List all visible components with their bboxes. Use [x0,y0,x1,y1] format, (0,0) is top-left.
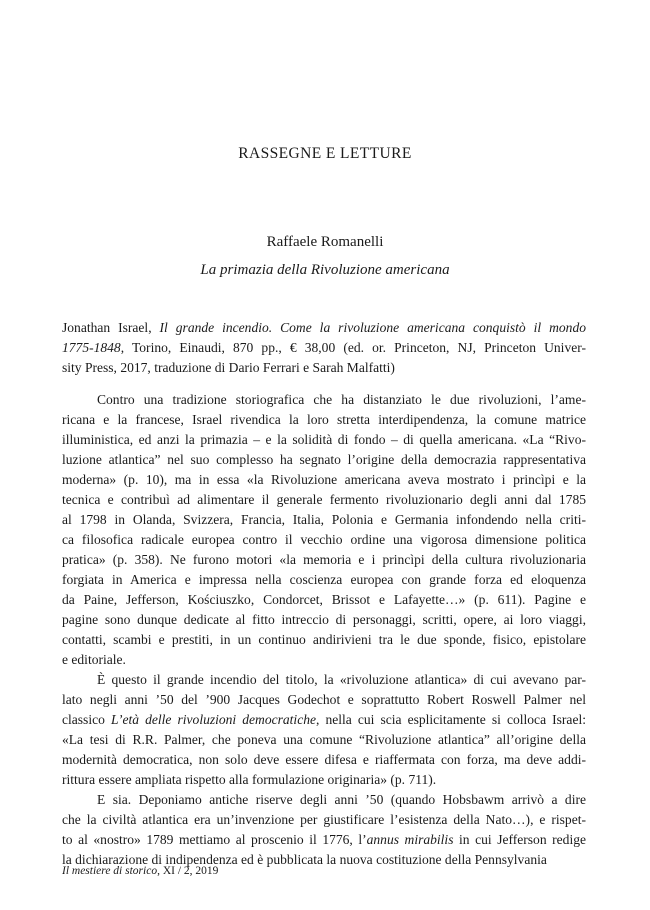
text-line: modernità democratica, non solo deve essere difesa e riaffermata con forza, ma deve addi- [62,752,586,767]
reviewed-book-citation [62,318,586,378]
text-line: che la civiltà atlantica era un’invenzione per giustificare l’esistenza della Nato…), e rispet- [62,812,586,827]
section-title: RASSEGNE E LETTURE [238,145,412,162]
text-line: al 1798 in Olanda, Svizzera, Francia, Italia, Polonia e Germania infondendo nella criti- [62,512,586,527]
citation-publication-info: , Torino, Einaudi, 870 pp., € 38,00 (ed. or. Princeton, NJ, Princeton Univer- [120,340,586,355]
text-line [62,710,586,730]
citation-author: Jonathan Israel, [62,320,160,335]
text-segment: classico [62,712,111,727]
text-line: illuministica, ed anzi la primazia – e la solidità di fondo – di quella americana. «La “Rivo- [62,432,586,447]
text-line: da Paine, Jefferson, Kościuszko, Condorcet, Brissot e Lafayette…» (p. 611). Pagine e [62,592,586,607]
text-segment: , nella cui scia esplicitamente si colloca Israel: [316,712,586,727]
text-line: moderna» (p. 10), ma in essa «la Rivoluzione americana aveva mostrato i princìpi e la [62,472,586,487]
paragraph-1 [62,390,586,670]
text-line: luzione atlantica” nel suo complesso ha segnato l’origine della democrazia rappresentativa [62,452,586,467]
text-line: «La tesi di R.R. Palmer, che poneva una comune “Rivoluzione atlantica” all’origine della [62,732,586,747]
footer-issue: , XI / 2, 2019 [157,865,219,877]
page-footer [62,865,218,877]
italic-title: annus mirabilis [366,832,454,847]
text-line: la dichiarazione di indipendenza ed è pubblicata la nuova costituzione della Pennsylvania [62,852,547,867]
text-line: lato negli anni ’50 del ’900 Jacques Godechot e soprattutto Robert Roswell Palmer nel [62,692,586,707]
citation-line [62,358,586,378]
paragraph-2 [62,670,586,790]
citation-book-years: 1775-1848 [62,340,121,355]
article-author: Raffaele Romanelli [266,234,384,250]
text-line: ca filosofica radicale europea contro il vecchio ordine una vigorosa dimensione politica [62,532,586,547]
footer-journal-name: Il mestiere di storico [62,865,158,877]
text-line: È questo il grande incendio del titolo, la «rivoluzione atlantica» di cui avevano par- [97,672,586,687]
text-line: E sia. Deponiamo antiche riserve degli anni ’50 (quando Hobsbawm arrivò a dire [97,792,586,807]
citation-line [62,318,586,338]
text-line: pratica» (p. 358). Ne furono motori «la memoria e i princìpi della cultura rivoluzionaria [62,552,586,567]
text-line: rittura essere ampliata rispetto alla formulazione originaria» (p. 711). [62,772,437,787]
citation-line [62,338,586,358]
article-title: La primazia della Rivoluzione americana [200,262,450,278]
text-line: tecnica e contribuì ad alimentare il generale fermento rivoluzionario degli anni dal 1785 [62,492,586,507]
text-segment: to al «nostro» 1789 mettiamo al proscenio il 1776, l’ [62,832,367,847]
text-line: forgiata in America e impressa nella coscienza europea con grande forza ed eloquenza [62,572,586,587]
paragraph-3 [62,790,586,870]
article-body [62,390,586,870]
citation-book-title: Il grande incendio. Come la rivoluzione americana conquistò il mondo [159,320,586,335]
italic-title: L’età delle rivoluzioni democratiche [110,712,316,727]
text-line: contatti, scambi e prestiti, in un continuo andirivieni tra le due sponde, fisico, epistolare [62,632,586,647]
text-line [62,830,586,850]
text-line: Contro una tradizione storiografica che ha distanziato le due rivoluzioni, l’ame- [97,392,586,407]
text-segment: in cui Jefferson redige [453,832,586,847]
text-line: ricana e la francese, Israel rivendica la loro stretta interdipendenza, la comune matrice [62,412,586,427]
citation-translation-info: sity Press, 2017, traduzione di Dario Ferrari e Sarah Malfatti) [62,360,395,375]
text-line: pagine sono dunque dedicate al fitto intreccio di personaggi, scritti, opere, ai loro viaggi, [62,612,586,627]
text-line: e editoriale. [62,652,126,667]
